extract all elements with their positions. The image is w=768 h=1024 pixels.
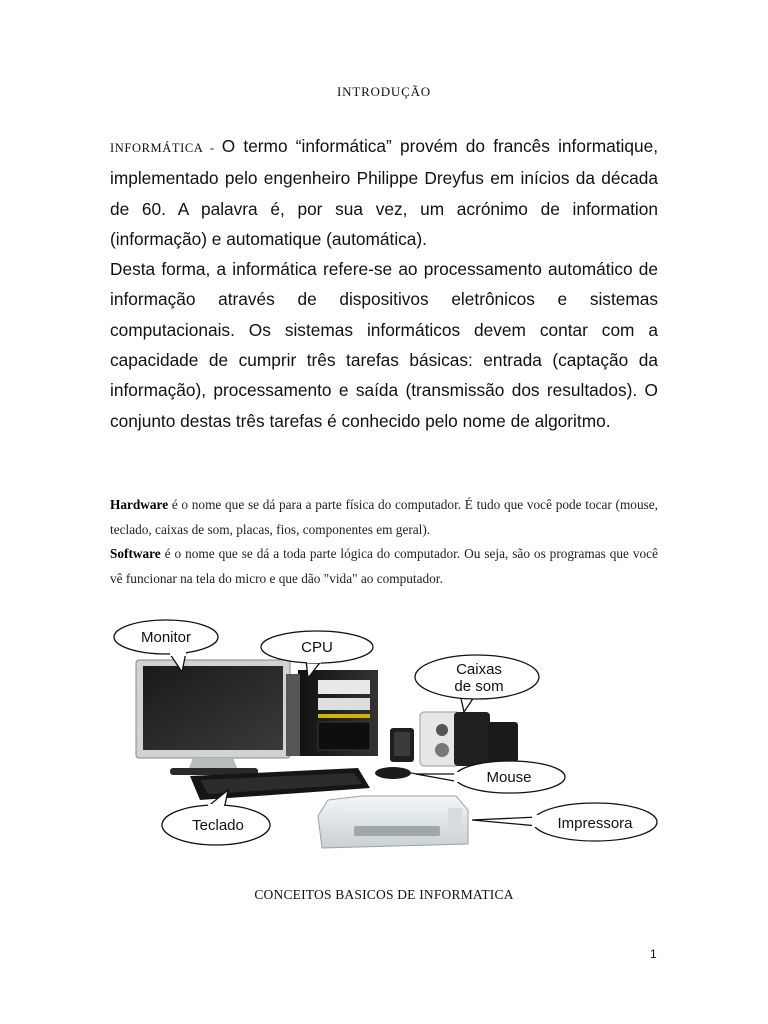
label-printer: Impressora	[557, 815, 633, 832]
intro-paragraph-1-text: O termo “informática” provém do francês informatique, implementado pelo engenheiro Philippe Dreyfus em inícios da década de 60. A palavra é, por sua vez, um acrónimo de information (informação) e automatique (automática).	[110, 136, 658, 249]
figure-caption: CONCEITOS BASICOS DE INFORMATICA	[254, 887, 514, 902]
speakers-icon	[390, 712, 518, 766]
computer-illustration	[108, 612, 664, 862]
intro-section	[110, 131, 658, 436]
monitor-icon	[136, 660, 290, 775]
software-text: é o nome que se dá a toda parte lógica do computador. Ou seja, são os programas que você vê funcionar na tela do micro e que dão "vida" ao computador.	[110, 546, 658, 586]
label-cpu: CPU	[301, 639, 333, 656]
callout-speakers	[415, 655, 539, 712]
software-term: Software	[110, 546, 161, 561]
intro-paragraph-2: Desta forma, a informática refere-se ao processamento automático de informação através de dispositivos eletrônicos e sistemas computacionais. Os sistemas informáticos devem contar com a capacidade de cumprir três tarefas básicas: entrada (captação da informação), processamento e saída (transmissão dos resultados). O conjunto destas três tarefas é conhecido pelo nome de algoritmo.	[110, 259, 658, 431]
label-keyboard: Teclado	[192, 817, 244, 834]
page-number: 1	[650, 947, 657, 961]
hardware-definition	[110, 493, 658, 542]
computer-components-figure	[108, 612, 664, 862]
label-speakers-line2: de som	[454, 678, 504, 695]
hardware-term: Hardware	[110, 497, 169, 512]
label-mouse: Mouse	[486, 769, 532, 786]
software-definition	[110, 542, 658, 591]
definitions-section	[110, 493, 658, 591]
lead-separator: -	[202, 141, 222, 155]
label-monitor: Monitor	[140, 629, 192, 646]
callout-printer	[472, 803, 657, 841]
printer-icon	[318, 796, 468, 848]
page-title: INTRODUÇÃO	[337, 84, 431, 99]
hardware-text: é o nome que se dá para a parte física do computador. É tudo que você pode tocar (mouse, teclado, caixas de som, placas, fios, componentes em geral).	[110, 497, 658, 537]
label-speakers-line1: Caixas	[456, 661, 502, 678]
intro-paragraph-1	[110, 131, 658, 254]
cpu-tower-icon	[286, 670, 378, 756]
lead-term: INFORMÁTICA	[110, 141, 203, 155]
